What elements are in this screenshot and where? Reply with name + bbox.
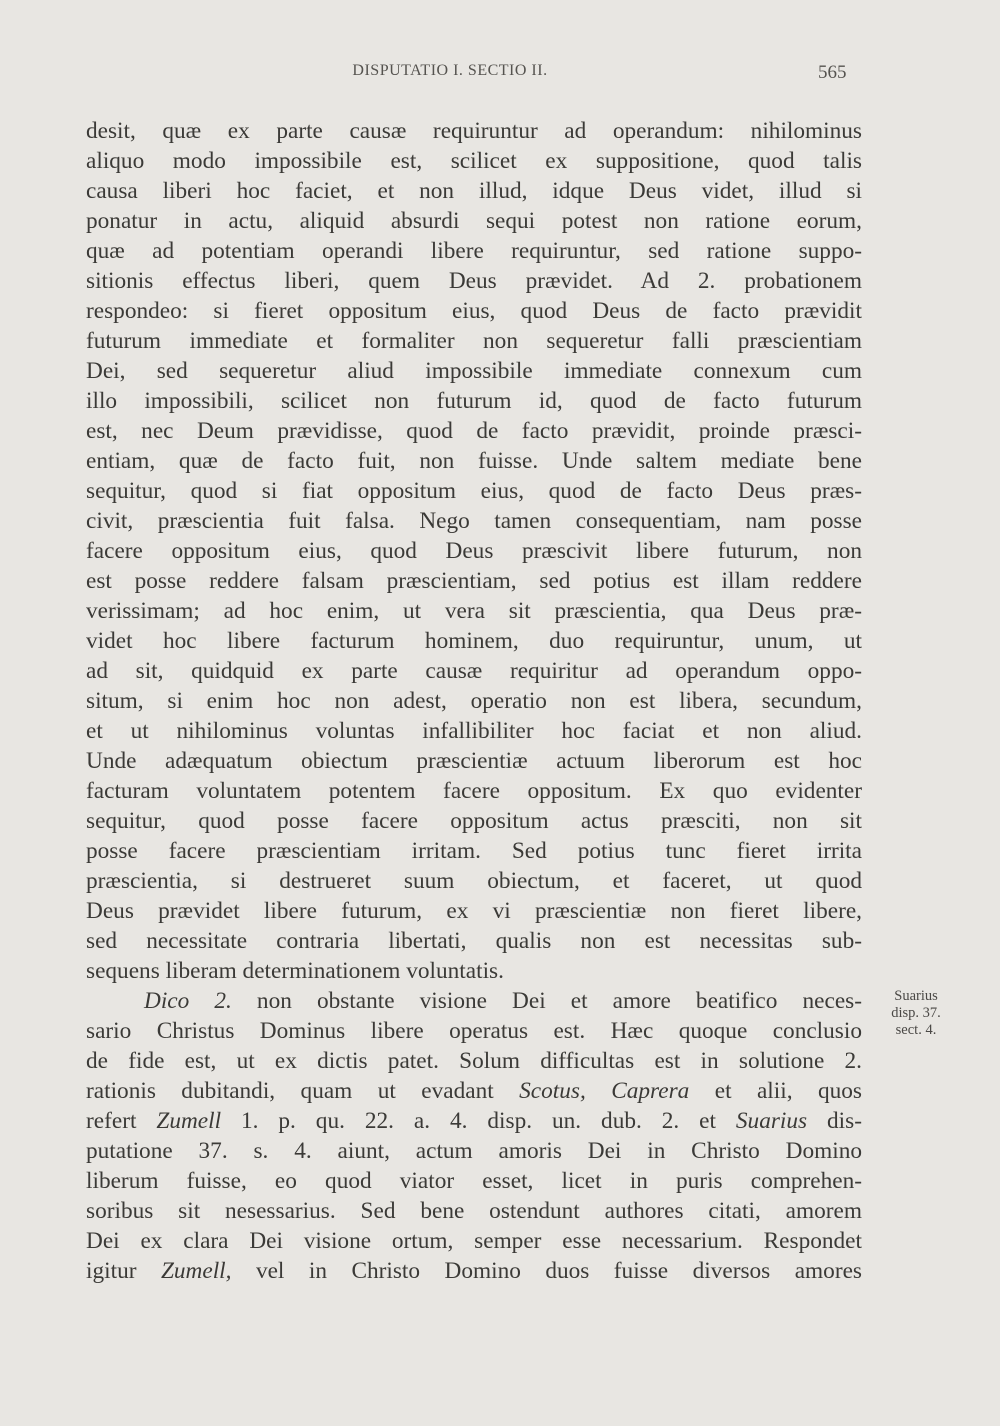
text-line: civit, præscientia fuit falsa. Nego tamen consequentiam, nam posse bbox=[86, 508, 862, 534]
text-line: sitionis effectus liberi, quem Deus prævidet. Ad 2. probationem bbox=[86, 268, 862, 294]
text-line: Unde adæquatum obiectum præscientiæ actuum liberorum est hoc bbox=[86, 748, 862, 774]
text-line: causa liberi hoc faciet, et non illud, idque Deus videt, illud si bbox=[86, 178, 862, 204]
paragraph-1 bbox=[86, 116, 862, 986]
text-line: respondeo: si fieret oppositum eius, quod Deus de facto prævidit bbox=[86, 298, 862, 324]
italic-term: Zumell, bbox=[160, 1258, 232, 1284]
text-line: Dei ex clara Dei visione ortum, semper esse necessarium. Respondet bbox=[86, 1228, 862, 1254]
margin-note: Suarius disp. 37. sect. 4. bbox=[891, 988, 941, 1038]
text-line: sequens liberam determinationem voluntatis. bbox=[86, 958, 504, 984]
body-text bbox=[86, 116, 862, 1286]
italic-term: Suarius bbox=[735, 1108, 808, 1134]
paragraph-2 bbox=[86, 986, 862, 1286]
text-line: sed necessitate contraria libertati, qualis non est necessitas sub- bbox=[86, 928, 862, 954]
italic-term: Scotus, Caprera bbox=[519, 1078, 690, 1104]
text-line: situm, si enim hoc non adest, operatio non est libera, secundum, bbox=[86, 688, 862, 714]
running-title: DISPUTATIO I. SECTIO II. bbox=[352, 62, 548, 79]
text-line: illo impossibili, scilicet non futurum id, quod de facto futurum bbox=[86, 388, 862, 414]
text-line: de fide est, ut ex dictis patet. Solum difficultas est in solutione 2. bbox=[86, 1048, 862, 1074]
text-line: sequitur, quod posse facere oppositum actus præsciti, non sit bbox=[86, 808, 862, 834]
text-line: Deus prævidet libere futurum, ex vi præscientiæ non fieret libere, bbox=[86, 898, 862, 924]
text-line: sario Christus Dominus libere operatus est. Hæc quoque conclusio bbox=[86, 1018, 862, 1044]
text-line: est posse reddere falsam præscientiam, sed potius est illam reddere bbox=[86, 568, 862, 594]
text-line: ad sit, quidquid ex parte causæ requiritur ad operandum oppo- bbox=[86, 658, 862, 684]
text-line: futurum immediate et formaliter non sequeretur falli præscientiam bbox=[86, 328, 862, 354]
text-line: verissimam; ad hoc enim, ut vera sit præscientia, qua Deus præ- bbox=[86, 598, 862, 624]
text-line: est, nec Deum prævidisse, quod de facto prævidit, proinde præsci- bbox=[86, 418, 862, 444]
text-line: putatione 37. s. 4. aiunt, actum amoris Dei in Christo Domino bbox=[86, 1138, 862, 1164]
text-line: facere oppositum eius, quod Deus præscivit libere futurum, non bbox=[86, 538, 862, 564]
text-line: facturam voluntatem potentem facere oppositum. Ex quo evidenter bbox=[86, 778, 862, 804]
text-line: liberum fuisse, eo quod viator esset, licet in puris comprehen- bbox=[86, 1168, 862, 1194]
italic-term: Zumell bbox=[156, 1108, 222, 1134]
text-line: ponatur in actu, aliquid absurdi sequi potest non ratione eorum, bbox=[86, 208, 862, 234]
running-header bbox=[0, 62, 1000, 90]
text-line: quæ ad potentiam operandi libere requiruntur, sed ratione suppo- bbox=[86, 238, 862, 264]
text-line: refert Zumell 1. p. qu. 22. a. 4. disp. un. dub. 2. et Suarius dis- bbox=[86, 1108, 862, 1134]
text-line: entiam, quæ de facto fuit, non fuisse. Unde saltem mediate bene bbox=[86, 448, 862, 474]
text-line: præscientia, si destrueret suum obiectum, et faceret, ut quod bbox=[86, 868, 862, 894]
text-line: desit, quæ ex parte causæ requiruntur ad operandum: nihilominus bbox=[86, 118, 862, 144]
page-number: 565 bbox=[818, 62, 847, 83]
text-line: Dei, sed sequeretur aliud impossibile immediate connexum cum bbox=[86, 358, 862, 384]
text-line: soribus sit nesessarius. Sed bene ostendunt authores citati, amorem bbox=[86, 1198, 862, 1224]
text-line: aliquo modo impossibile est, scilicet ex suppositione, quod talis bbox=[86, 148, 862, 174]
text-line: sequitur, quod si fiat oppositum eius, quod de facto Deus præs- bbox=[86, 478, 862, 504]
text-line: videt hoc libere facturum hominem, duo requiruntur, unum, ut bbox=[86, 628, 862, 654]
text-line: rationis dubitandi, quam ut evadant Scotus, Caprera et alii, quos bbox=[86, 1078, 862, 1104]
text-line: igitur Zumell, vel in Christo Domino duos fuisse diversos amores bbox=[86, 1258, 862, 1284]
text-line: posse facere præscientiam irritam. Sed potius tunc fieret irrita bbox=[86, 838, 862, 864]
text-line: Dico 2. non obstante visione Dei et amore beatifico neces- bbox=[144, 988, 862, 1014]
text-line: et ut nihilominus voluntas infallibiliter hoc faciat et non aliud. bbox=[86, 718, 862, 744]
italic-term: Dico 2. bbox=[144, 988, 232, 1014]
